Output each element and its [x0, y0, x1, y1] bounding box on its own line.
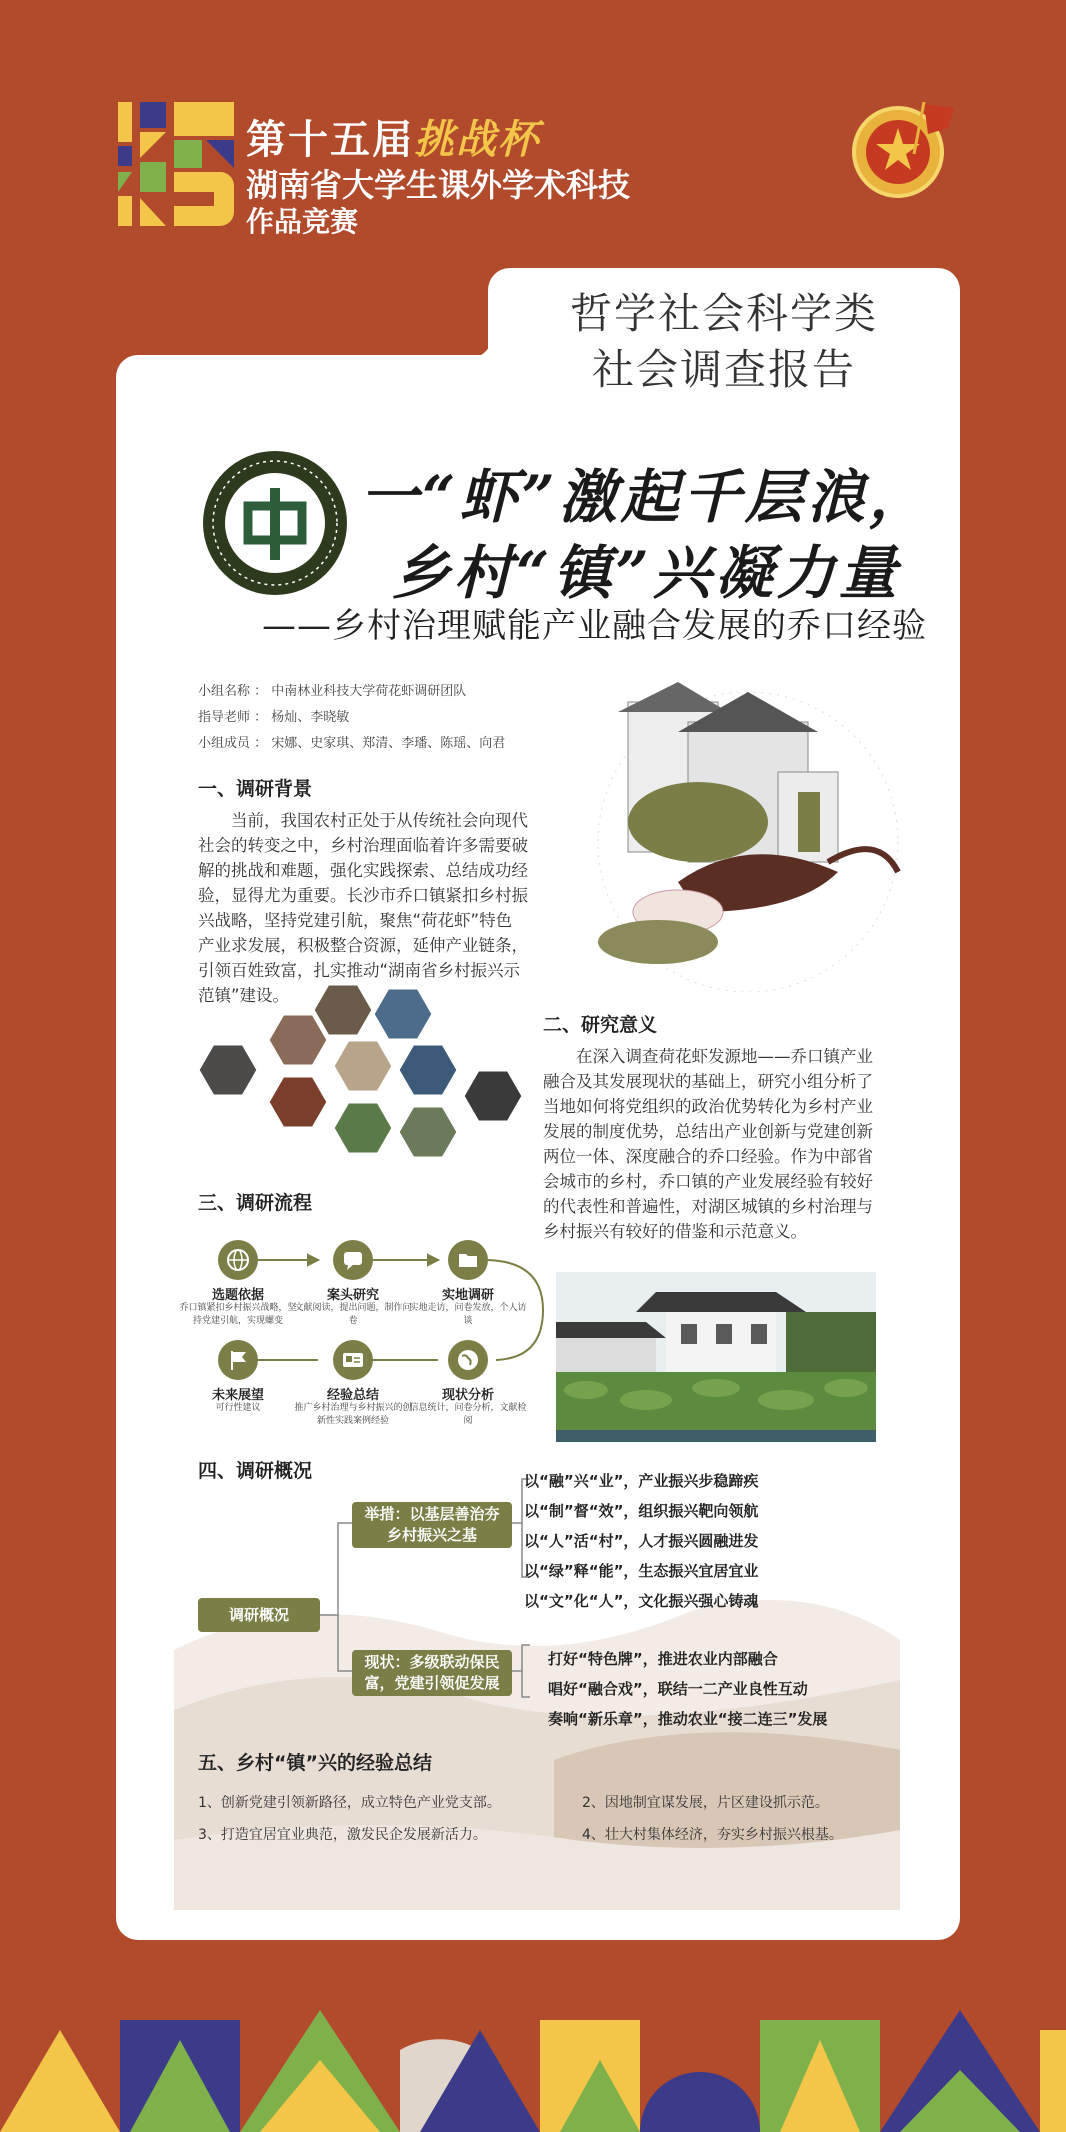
- folder-icon: [448, 1240, 488, 1280]
- bg-line: 当前，我国农村正处于从传统社会向现代: [231, 811, 528, 830]
- section-background-heading: 一、调研背景: [198, 778, 313, 800]
- sig-line: 在深入调查荷花虾发源地——乔口镇产业: [576, 1047, 873, 1066]
- bottom-geometric-decoration: [0, 1970, 1066, 2132]
- flow-step-desc: 乔口镇紧扣乡村振兴战略，坚持党建引航，实现螺变: [179, 1303, 297, 1326]
- header-line2: 湖南省大学生课外学术科技: [246, 166, 631, 204]
- crayfish-illustration: [548, 682, 918, 992]
- bg-line: 引领百姓致富，扎实推动“湖南省乡村振兴示: [198, 961, 521, 980]
- header-line3: 作品竞赛: [246, 205, 359, 238]
- flow-step-title: 案头研究: [326, 1288, 379, 1303]
- title-line2: 乡村“镇”兴凝力量: [392, 539, 901, 607]
- sig-line: 的代表性和普遍性，对湖区城镇的乡村治理与: [543, 1197, 873, 1216]
- bg-line: 社会的转变之中，乡村治理面临着许多需要破: [198, 836, 528, 855]
- sig-line: 发展的制度优势，总结出产业创新与党建创新: [543, 1122, 873, 1141]
- flow-step-desc: 信息统计，问卷分析，文献检阅: [409, 1403, 527, 1426]
- branch1-line2: 乡村振兴之基: [386, 1526, 477, 1544]
- status-item: 奏响“新乐章”，推动农业“接二连三”发展: [548, 1710, 828, 1728]
- earth-icon: [448, 1340, 488, 1380]
- bg-line: 范镇”建设。: [198, 986, 290, 1005]
- sig-line: 当地如何将党组织的政治优势转化为乡村产业: [543, 1097, 873, 1116]
- flow-step-title: 实地调研: [441, 1288, 494, 1303]
- sig-line: 两位一体、深度融合的乔口经验。作为中部省: [543, 1147, 873, 1166]
- fifteenth-logo: [118, 102, 236, 228]
- section-overview-heading: 四、调研概况: [198, 1460, 313, 1482]
- team-name: 小组名称 ： 中南林业科技大学荷花虾调研团队: [198, 684, 467, 699]
- section-significance-heading: 二、研究意义: [543, 1014, 658, 1036]
- sig-line: 融合及其发展现状的基础上，研究小组分析了: [543, 1072, 873, 1091]
- conclusion-item: 4、壮大村集体经济，夯实乡村振兴根基。: [582, 1827, 843, 1843]
- measure-item: 以“文”化“人”，文化振兴强心铸魂: [524, 1592, 759, 1610]
- title-line1: 一“虾”激起千层浪，: [360, 463, 931, 531]
- flow-step-desc: 推广乡村治理与乡村振兴的创新性实践案例经验: [294, 1403, 412, 1426]
- flow-step-title: 经验总结: [326, 1388, 379, 1403]
- overview-branch-measures: [352, 1502, 512, 1548]
- measure-item: 以“人”活“村”，人才振兴圆融进发: [524, 1532, 759, 1550]
- status-item: 打好“特色牌”，推进农业内部融合: [548, 1650, 778, 1668]
- header-line1: 第十五届挑战杯: [246, 116, 540, 163]
- flow-step-title: 未来展望: [211, 1388, 264, 1403]
- section-process-heading: 三、调研流程: [198, 1192, 313, 1214]
- bg-line: 解的挑战和难题，强化实践探索、总结成功经: [198, 861, 528, 880]
- chat-icon: [333, 1240, 373, 1280]
- advisors: 指导老师 ： 杨灿、李晓敏: [198, 710, 350, 725]
- flow-step-title: 现状分析: [441, 1388, 494, 1403]
- bg-line: 验，显得尤为重要。长沙市乔口镇紧扣乡村振: [198, 886, 528, 905]
- category-line1: 哲学社会科学类: [569, 289, 878, 338]
- measure-item: 以“融”兴“业”，产业振兴步稳蹄疾: [524, 1472, 759, 1490]
- members: 小组成员 ： 宋娜、史家琪、郑清、李璠、陈瑶、向君: [198, 736, 506, 751]
- section-background-text: [198, 808, 553, 1008]
- flow-step-desc: 可行性建议: [215, 1403, 261, 1413]
- section-conclusion-heading: 五、乡村“镇”兴的经验总结: [198, 1752, 432, 1774]
- section-significance-text: [543, 1044, 893, 1244]
- branch2-line2: 富，党建引领促发展: [364, 1674, 500, 1692]
- branch1-line1: 举措：以基层善治夯: [364, 1505, 500, 1523]
- bg-line: 产业求发展，积极整合资源，延伸产业链条，: [198, 936, 528, 955]
- overview-branch-status: [352, 1650, 512, 1696]
- conclusion-item: 2、因地制宜谋发展，片区建设抓示范。: [582, 1795, 829, 1811]
- flow-step-desc: 文献阅读，提出问题，制作问卷: [294, 1303, 412, 1326]
- bg-line: 兴战略，坚持党建引航，聚焦“荷花虾”特色: [198, 911, 513, 930]
- youth-league-emblem-icon: [848, 94, 958, 204]
- category-label: [488, 286, 960, 398]
- overview-root: 调研概况: [198, 1598, 320, 1632]
- measure-item: 以“制”督“效”，组织振兴靶向领航: [524, 1502, 759, 1520]
- village-lotus-photo: [556, 1272, 876, 1442]
- sig-line: 会城市的乡村，乔口镇的产业发展经验有较好: [543, 1172, 873, 1191]
- flow-step-desc: 实地走访，问卷发放，个人访谈: [409, 1303, 527, 1326]
- conclusion-item: 1、创新党建引领新路径，成立特色产业党支部。: [198, 1795, 501, 1811]
- globe-icon: [218, 1240, 258, 1280]
- hexagon-photo-collage: [198, 984, 538, 1164]
- branch2-line1: 现状：多级联动保民: [364, 1653, 500, 1671]
- university-logo: [200, 448, 350, 598]
- status-item: 唱好“融合戏”，联结一二产业良性互动: [548, 1680, 808, 1698]
- id-card-icon: [333, 1340, 373, 1380]
- sig-line: 乡村振兴有较好的借鉴和示范意义。: [543, 1222, 807, 1241]
- category-line2: 社会调查报告: [591, 345, 856, 394]
- subtitle: ——乡村治理赋能产业融合发展的乔口经验: [262, 606, 927, 646]
- flag-icon: [218, 1340, 258, 1380]
- conclusion-item: 3、打造宜居宜业典范，激发民企发展新活力。: [198, 1827, 487, 1843]
- measure-item: 以“绿”释“能”，生态振兴宜居宜业: [524, 1562, 759, 1580]
- flow-step-title: 选题依据: [211, 1288, 264, 1303]
